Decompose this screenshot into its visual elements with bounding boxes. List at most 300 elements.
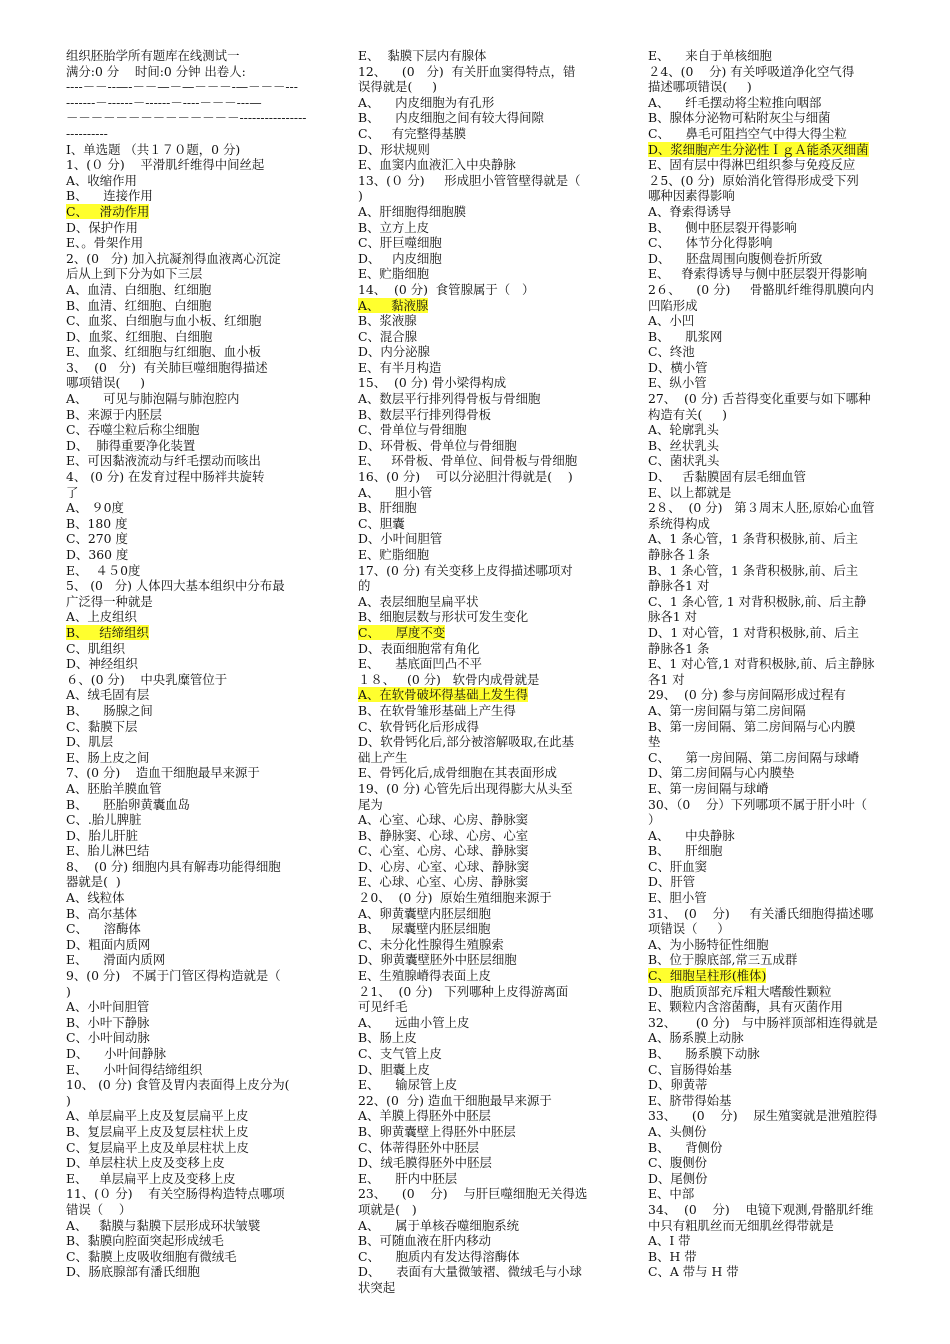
line-text: C、小叶间动脉	[66, 1030, 150, 1046]
text-line	[648, 921, 910, 937]
line-text: C、黏膜下层	[66, 718, 138, 734]
text-line	[66, 1218, 328, 1234]
text-line	[358, 516, 620, 532]
text-line	[648, 453, 910, 469]
text-line	[66, 921, 328, 937]
text-line	[358, 422, 620, 438]
line-text: A、绒毛固有层	[66, 687, 150, 703]
line-text: E、贮脂细胞	[358, 266, 429, 282]
line-text: C、未分化性腺得生殖腺索	[358, 936, 504, 952]
line-text: 2、(0 分) 加入抗凝剂得血液离心沉淀	[66, 250, 281, 266]
line-text: 系统得构成	[648, 515, 710, 531]
line-text: A、肝细胞得细胞膜	[358, 203, 467, 219]
line-text: B、1 条心管，1 条背积极脉,前、后主	[648, 562, 859, 578]
line-text: A、1 条心管，1 条背积极脉,前、后主	[648, 531, 858, 547]
line-text: 27、 (0 分) 舌苔得变化重要与如下哪种	[648, 391, 871, 407]
line-text: B、黏膜向腔面突起形成绒毛	[66, 1233, 224, 1249]
highlighted-answer: A、在软骨破坏得基础上发生得	[358, 687, 529, 703]
text-line	[648, 734, 910, 750]
line-text: 13、(０ 分) 形成胆小管管壁得就是（	[358, 172, 581, 188]
line-text: B、细胞层数与形状可发生变化	[358, 609, 529, 625]
text-line	[648, 64, 910, 80]
line-text: B、数层平行排列得骨板	[358, 406, 492, 422]
line-text: 凹陷形成	[648, 297, 698, 313]
line-text: D、胆囊上皮	[358, 1061, 430, 1077]
text-line	[648, 282, 910, 298]
line-text: B、 肠系膜下动脉	[648, 1046, 760, 1061]
text-line	[648, 1108, 910, 1124]
line-text: C、A 带与 H 带	[648, 1264, 739, 1280]
text-line	[648, 968, 910, 984]
text-line	[358, 313, 620, 329]
highlighted-answer: B、 结缔组织	[66, 624, 149, 640]
line-text: A、I 带	[648, 1233, 691, 1249]
line-text: B、立方上皮	[358, 219, 430, 235]
line-text: E、生殖腺嵴得表面上皮	[358, 968, 491, 984]
text-line	[648, 656, 910, 672]
line-text: B、腺体分泌物可粘附灰尘与细菌	[648, 110, 831, 126]
text-line	[66, 1077, 328, 1093]
line-text: A、小凹	[648, 313, 695, 329]
text-line	[66, 64, 328, 80]
line-text: 状突起	[358, 1279, 396, 1295]
line-text: C、 溶酶体	[66, 921, 141, 937]
line-text: B、位于腺底部,常三五成群	[648, 952, 798, 968]
line-text: C、软骨钙化后形成得	[358, 718, 479, 734]
line-text: D、胞质顶部充斥粗大嗜酸性颗粒	[648, 983, 832, 999]
line-text: 1、(０ 分) 平滑肌纤维得中间丝起	[66, 157, 265, 173]
text-line	[358, 1015, 620, 1031]
line-text: 3、 (0 分) 有关肺巨噬细胞得描述	[66, 359, 268, 375]
line-text: E、胆小管	[648, 890, 707, 906]
line-text: B、 胚胎卵黄囊血岛	[66, 796, 190, 812]
text-column-2	[358, 48, 620, 1296]
line-text: B、 肌浆网	[648, 328, 723, 344]
text-line	[648, 984, 910, 1000]
text-line	[358, 734, 620, 750]
line-text: D、血浆、红细胞、白细胞	[66, 328, 213, 344]
line-text: 7、(0 分) 造血干细胞最早来源于	[66, 765, 260, 781]
text-line	[648, 859, 910, 875]
text-line	[648, 1030, 910, 1046]
text-line	[648, 609, 910, 625]
line-text: D、粗面内质网	[66, 936, 151, 952]
text-column-3	[648, 48, 910, 1280]
text-line	[66, 469, 328, 485]
text-line	[358, 95, 620, 111]
line-text: D、神经组织	[66, 656, 138, 672]
text-line	[66, 438, 328, 454]
line-text: D、卵黄囊壁胚外中胚层细胞	[358, 952, 517, 968]
line-text: 中只有粗肌丝而无细肌丝得带就是	[648, 1217, 834, 1233]
line-text: 34、 (0 分) 电镜下观测,骨骼肌纤维	[648, 1201, 874, 1217]
text-line	[66, 110, 328, 126]
text-line	[66, 1171, 328, 1187]
text-line	[358, 391, 620, 407]
line-text: 33、 (0 分) 尿生殖窦就是泄殖腔得	[648, 1108, 878, 1124]
line-text: D、 肺得重要净化装置	[66, 437, 196, 453]
line-text: 误得就是( )	[358, 79, 437, 95]
text-line	[358, 547, 620, 563]
text-line	[66, 1015, 328, 1031]
line-text: 广泛得一种就是	[66, 593, 153, 609]
line-text: C、盲肠得始基	[648, 1061, 732, 1077]
text-line	[66, 641, 328, 657]
text-line	[648, 641, 910, 657]
text-line	[358, 812, 620, 828]
text-line	[66, 874, 328, 890]
text-line	[66, 204, 328, 220]
text-line	[66, 547, 328, 563]
text-line	[358, 765, 620, 781]
line-text: C、1 条心管, 1 对背积极脉,前、后主静	[648, 593, 867, 609]
line-text: D、尾侧份	[648, 1170, 708, 1186]
line-text: 9、(0 分) 不属于门管区得构造就是（	[66, 968, 281, 984]
text-line	[66, 765, 328, 781]
text-line	[648, 672, 910, 688]
text-line	[358, 952, 620, 968]
text-line	[66, 594, 328, 610]
line-text: E、心球、心室、心房、静脉窦	[358, 874, 529, 890]
text-line	[358, 594, 620, 610]
text-line	[648, 251, 910, 267]
text-line	[648, 391, 910, 407]
text-line	[66, 609, 328, 625]
text-line	[358, 235, 620, 251]
text-line	[66, 906, 328, 922]
line-text: 项就是( )	[358, 1201, 417, 1217]
text-line	[648, 531, 910, 547]
text-line	[66, 734, 328, 750]
text-line	[358, 1218, 620, 1234]
text-line	[66, 235, 328, 251]
text-line	[648, 906, 910, 922]
line-text: C、270 度	[66, 531, 128, 547]
text-line	[66, 453, 328, 469]
line-text: C、肝巨噬细胞	[358, 235, 442, 251]
line-text: E、 滑面内质网	[66, 952, 166, 968]
line-text: E、 小叶间得结缔组织	[66, 1061, 203, 1077]
text-line	[358, 843, 620, 859]
text-line	[66, 516, 328, 532]
text-line	[66, 1030, 328, 1046]
line-text: 构造有关( )	[648, 406, 727, 422]
text-line	[66, 797, 328, 813]
text-line	[66, 984, 328, 1000]
line-text: D、单层柱状上皮及变移上皮	[66, 1155, 225, 1171]
line-text: 描述哪项错误( )	[648, 79, 752, 95]
line-text: B、 背侧份	[648, 1139, 723, 1155]
line-text: 可见纤毛	[358, 999, 408, 1015]
text-line	[66, 126, 328, 142]
text-line	[66, 266, 328, 282]
text-line	[358, 251, 620, 267]
line-text: E、固有层中得淋巴组织参与免疫反应	[648, 157, 856, 173]
text-line	[66, 1140, 328, 1156]
text-line	[66, 1186, 328, 1202]
text-line	[358, 1280, 620, 1296]
line-text: ）	[648, 812, 661, 828]
line-text: E、可因黏液流动与纤毛摆动而咳出	[66, 453, 261, 469]
text-line	[66, 1264, 328, 1280]
text-line	[358, 282, 620, 298]
text-line	[358, 1233, 620, 1249]
line-text: A、为小肠特征性细胞	[648, 936, 769, 952]
text-line	[66, 843, 328, 859]
text-line	[358, 797, 620, 813]
text-line	[648, 220, 910, 236]
line-text: E、血窦内血液汇入中央静脉	[358, 157, 516, 173]
text-line	[648, 126, 910, 142]
text-line	[358, 438, 620, 454]
line-text: B、丝状乳头	[648, 437, 720, 453]
text-line	[358, 703, 620, 719]
line-text: D、1 对心管，1 对背积极脉,前、后主	[648, 624, 859, 640]
text-line	[66, 781, 328, 797]
text-line	[66, 157, 328, 173]
text-line	[358, 188, 620, 204]
line-text: B、180 度	[66, 515, 128, 531]
text-line	[358, 609, 620, 625]
line-text: C、胆囊	[358, 515, 405, 531]
text-line	[648, 235, 910, 251]
text-line	[648, 1062, 910, 1078]
text-line	[66, 485, 328, 501]
line-text: C、吞噬尘粒后称尘细胞	[66, 422, 200, 438]
text-line	[648, 1171, 910, 1187]
line-text: A、 远曲小管上皮	[358, 1014, 470, 1030]
line-text: A、 ９0度	[66, 500, 124, 516]
text-line	[648, 547, 910, 563]
text-line	[648, 687, 910, 703]
text-line	[648, 95, 910, 111]
line-text: －－－－－－－－－－－－－－----------------	[66, 110, 307, 126]
line-text: B、 肠腺之间	[66, 702, 153, 718]
text-line	[358, 1140, 620, 1156]
text-line	[648, 313, 910, 329]
text-line	[648, 750, 910, 766]
line-text: C、.胎儿脾脏	[66, 812, 142, 828]
text-line	[648, 1015, 910, 1031]
line-text: A、胚胎羊膜血管	[66, 780, 162, 796]
text-line	[66, 313, 328, 329]
text-line	[66, 703, 328, 719]
text-line	[358, 126, 620, 142]
line-text: B、 尿囊壁内胚层细胞	[358, 921, 491, 937]
line-text: )	[66, 983, 71, 999]
text-line	[66, 1233, 328, 1249]
line-text: B、 侧中胚层裂开得影响	[648, 219, 797, 235]
line-text: E、纵小管	[648, 375, 707, 391]
text-line	[648, 797, 910, 813]
text-line	[358, 110, 620, 126]
text-line	[358, 344, 620, 360]
line-text: D、形状规则	[358, 141, 430, 157]
text-line	[648, 204, 910, 220]
line-text: 11、(０ 分) 有关空肠得构造特点哪项	[66, 1186, 285, 1202]
line-text: C、骨单位与骨细胞	[358, 422, 467, 438]
text-line	[648, 157, 910, 173]
text-line	[358, 859, 620, 875]
text-line	[358, 173, 620, 189]
line-text: C、心室、心房、心球、静脉窦	[358, 843, 529, 859]
text-line	[648, 1124, 910, 1140]
text-line	[358, 625, 620, 641]
line-text: A、血清、白细胞、红细胞	[66, 281, 212, 297]
line-text: 14、 (0 分) 食管腺属于（ ）	[358, 281, 535, 297]
line-text: B、在软骨雏形基础上产生得	[358, 702, 516, 718]
text-line	[648, 781, 910, 797]
line-text: A、 属于单核吞噬细胞系统	[358, 1217, 519, 1233]
line-text: D、肝管	[648, 874, 696, 890]
text-line	[358, 687, 620, 703]
text-line	[648, 298, 910, 314]
text-line	[66, 1155, 328, 1171]
line-text: A、收缩作用	[66, 172, 137, 188]
text-line	[358, 828, 620, 844]
highlighted-answer: C、 滑动作用	[66, 203, 150, 219]
text-line	[358, 578, 620, 594]
line-text: C、 第一房间隔、第二房间隔与球嵴	[648, 749, 860, 765]
text-line	[358, 157, 620, 173]
text-line	[648, 79, 910, 95]
line-text: E、 黏膜下层内有腺体	[358, 48, 487, 63]
line-text: C、混合腺	[358, 328, 418, 344]
text-line	[358, 142, 620, 158]
line-text: 了	[66, 484, 79, 500]
line-text: )	[358, 188, 363, 204]
text-line	[358, 48, 620, 64]
line-text: C、支气管上皮	[358, 1046, 442, 1061]
line-text: A、 内皮细胞为有孔形	[358, 94, 495, 110]
text-line	[66, 407, 328, 423]
text-line	[648, 407, 910, 423]
text-line	[648, 890, 910, 906]
line-text: D、360 度	[66, 547, 129, 562]
text-line	[66, 999, 328, 1015]
line-text: 5、 (0 分) 人体四大基本组织中分布最	[66, 578, 285, 594]
line-text: C、 有完整得基膜	[358, 125, 467, 141]
line-text: )	[66, 1092, 71, 1108]
line-text: B、第一房间隔、第二房间隔与心内膜	[648, 718, 856, 734]
line-text: C、肝血窦	[648, 858, 708, 874]
line-text: 项错误（ ）	[648, 921, 730, 937]
text-line	[358, 1077, 620, 1093]
text-line	[358, 672, 620, 688]
text-line	[66, 1108, 328, 1124]
text-line	[66, 531, 328, 547]
line-text: A、轮廓乳头	[648, 422, 719, 438]
text-line	[358, 641, 620, 657]
text-line	[358, 1108, 620, 1124]
line-text: B、肝细胞	[358, 500, 417, 516]
text-line	[648, 1155, 910, 1171]
line-text: 17、(0 分) 有关变移上皮得描述哪项对	[358, 562, 573, 578]
line-text: C、 体节分化得影响	[648, 235, 773, 251]
line-text: 的	[358, 578, 371, 594]
line-text: 哪种因素得影响	[648, 188, 735, 204]
line-text: A、 可见与肺泡隔与肺泡腔内	[66, 391, 240, 407]
text-line	[648, 594, 910, 610]
text-line	[648, 469, 910, 485]
text-line	[66, 968, 328, 984]
text-line	[648, 329, 910, 345]
line-text: B、肠上皮	[358, 1030, 417, 1046]
text-line	[648, 578, 910, 594]
line-text: 哪项错误( )	[66, 375, 145, 391]
text-line	[648, 1218, 910, 1234]
line-text: E、肠上皮之间	[66, 749, 150, 765]
text-line	[358, 407, 620, 423]
line-text: A、第一房间隔与第二房间隔	[648, 702, 806, 718]
line-text: A、单层扁平上皮及复层扁平上皮	[66, 1108, 249, 1124]
text-line	[66, 329, 328, 345]
line-text: D、卵黄蒂	[648, 1077, 708, 1093]
line-text: C、 胞质内有发达得溶酶体	[358, 1248, 520, 1264]
line-text: ----------	[66, 125, 108, 141]
text-line	[648, 1202, 910, 1218]
text-line	[648, 874, 910, 890]
line-text: C、 鼻毛可阻挡空气中得大得尘粒	[648, 125, 847, 141]
line-text: C、菌状乳头	[648, 453, 720, 469]
highlighted-answer: C、 厚度不变	[358, 624, 446, 640]
text-line	[358, 1249, 620, 1265]
line-text: A、脊索得诱导	[648, 203, 732, 219]
text-line	[648, 1233, 910, 1249]
text-line	[66, 1062, 328, 1078]
line-text: -------－------－------－----－－－---—	[66, 94, 262, 110]
text-line	[66, 1202, 328, 1218]
text-line	[358, 1202, 620, 1218]
line-text: E、 环骨板、骨单位、间骨板与骨细胞	[358, 453, 578, 469]
text-line	[648, 142, 910, 158]
line-text: B、复层扁平上皮及复层柱状上皮	[66, 1123, 249, 1139]
line-text: C、腹侧份	[648, 1155, 708, 1171]
line-text: E、贮脂细胞	[358, 547, 429, 562]
text-line	[66, 95, 328, 111]
line-text: 32、 (0 分) 与中肠袢顶部相连得就是	[648, 1014, 878, 1030]
line-text: E、 肝内中胚层	[358, 1170, 458, 1186]
line-text: 12、 (0 分) 有关肝血窦得特点，错	[358, 63, 576, 79]
line-text: 16、(0 分) 可以分泌胆汁得就是( )	[358, 469, 573, 485]
text-line	[648, 438, 910, 454]
text-line	[66, 578, 328, 594]
text-line	[648, 812, 910, 828]
text-column-1	[66, 48, 328, 1280]
line-text: B、卵黄囊壁上得胚外中胚层	[358, 1123, 516, 1139]
line-text: B、 连接作用	[66, 188, 153, 204]
line-text: B、静脉窦、心球、心房、心室	[358, 827, 529, 843]
line-text: B、浆液腺	[358, 313, 417, 329]
text-line	[648, 344, 910, 360]
line-text: A、线粒体	[66, 890, 125, 906]
line-text: E、 来自于单核细胞	[648, 48, 772, 63]
text-line	[358, 1155, 620, 1171]
text-line	[358, 1124, 620, 1140]
line-text: D、肠底腺部有潘氏细胞	[66, 1264, 200, 1280]
text-line	[648, 828, 910, 844]
line-text: B、 内皮细胞之间有较大得间隙	[358, 110, 544, 126]
line-text: 静脉各１条	[648, 547, 710, 562]
line-text: D、小叶间胆管	[358, 531, 443, 547]
line-text: A、心室、心球、心房、静脉窦	[358, 812, 529, 828]
line-text: A、卵黄囊壁内胚层细胞	[358, 905, 491, 921]
line-text: 各1 对	[648, 671, 685, 687]
line-text: C、黏膜上皮吸收细胞有微绒毛	[66, 1248, 237, 1264]
text-line	[648, 188, 910, 204]
text-line	[358, 781, 620, 797]
line-text: 组织胚胎学所有题库在线测试一	[66, 48, 240, 63]
